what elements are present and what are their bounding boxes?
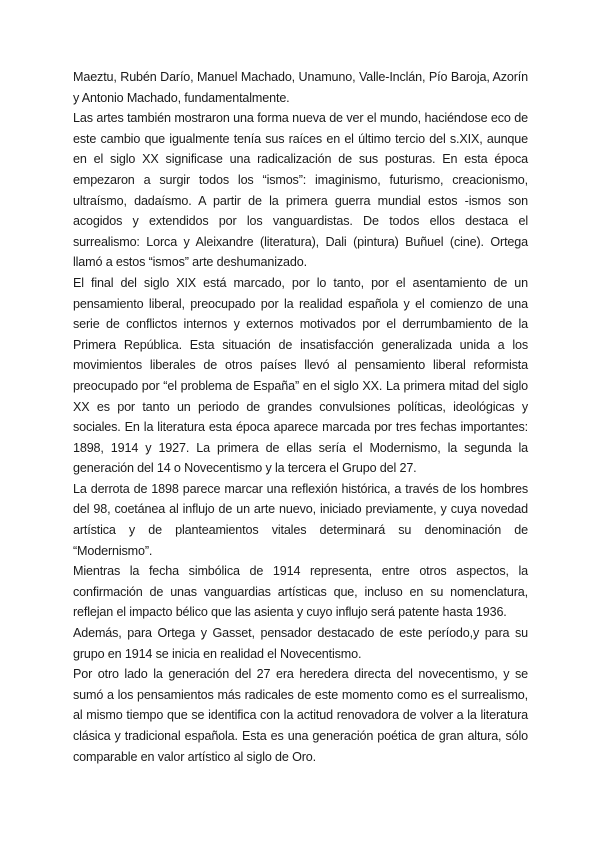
paragraph-generacion-27: Por otro lado la generación del 27 era heredera directa del novecentismo, y se sumó a los pensamientos más radicales de este momento como es el surrealismo, al mismo tiempo que se identifica con la actitud renovadora de volver a la literatura clásica y tradicional española. Esta es una generación poética de gran altura, sólo comparable en valor artístico al siglo de Oro. xyxy=(73,667,528,764)
paragraph-authors-continuation: Maeztu, Rubén Darío, Manuel Machado, Unamuno, Valle-Inclán, Pío Baroja, Azorín y Antonio Machado, fundamentalmente. xyxy=(73,70,528,105)
document-page xyxy=(73,67,528,767)
paragraph-derrota-1898: La derrota de 1898 parece marcar una reflexión histórica, a través de los hombres del 98, coetánea al influjo de un arte nuevo, iniciado previamente, y cuya novedad artística y de planteamientos vitales determinará su denominación de “Modernismo”. xyxy=(73,481,528,558)
paragraph-final-siglo-xix: El final del siglo XIX está marcado, por lo tanto, por el asentamiento de un pensamiento liberal, preocupado por la realidad española y el comienzo de una serie de conflictos internos y externos motivados por el derrumbamiento de la Primera República. Esta situación de insatisfacción generalizada unida a los movimientos liberales de otros países llevó al pensamiento liberal reformista preocupado por “el problema de España” en el siglo XX. La primera mitad del siglo XX es por tanto un periodo de grandes convulsiones políticas, ideológicas y sociales. En la literatura esta época aparece marcada por tres fechas importantes: 1898, 1914 y 1927. La primera de ellas sería el Modernismo, la segunda la generación del 14 o Novecentismo y la tercera el Grupo del 27. xyxy=(73,275,528,476)
paragraph-ortega-gasset: Además, para Ortega y Gasset, pensador destacado de este período,y para su grupo en 1914 se inicia en realidad el Novecentismo. xyxy=(73,626,528,661)
paragraph-fecha-1914: Mientras la fecha simbólica de 1914 representa, entre otros aspectos, la confirmación de unas vanguardias artísticas que, incluso en su nomenclatura, reflejan el impacto bélico que las asienta y cuyo influjo será patente hasta 1936. xyxy=(73,564,528,620)
paragraph-artes-ismos: Las artes también mostraron una forma nueva de ver el mundo, haciéndose eco de este cambio que igualmente tenía sus raíces en el último tercio del s.XIX, aunque en el siglo XX significase una radicalización de sus posturas. En esta época empezaron a surgir todos los “ismos”: imaginismo, futurismo, creacionismo, ultraísmo, dadaísmo. A partir de la primera guerra mundial estos -ismos son acogidos y extendidos por los vanguardistas. De todos ellos destaca el surrealismo: Lorca y Aleixandre (literatura), Dali (pintura) Buñuel (cine). Ortega llamó a estos “ismos” arte deshumanizado. xyxy=(73,111,528,270)
